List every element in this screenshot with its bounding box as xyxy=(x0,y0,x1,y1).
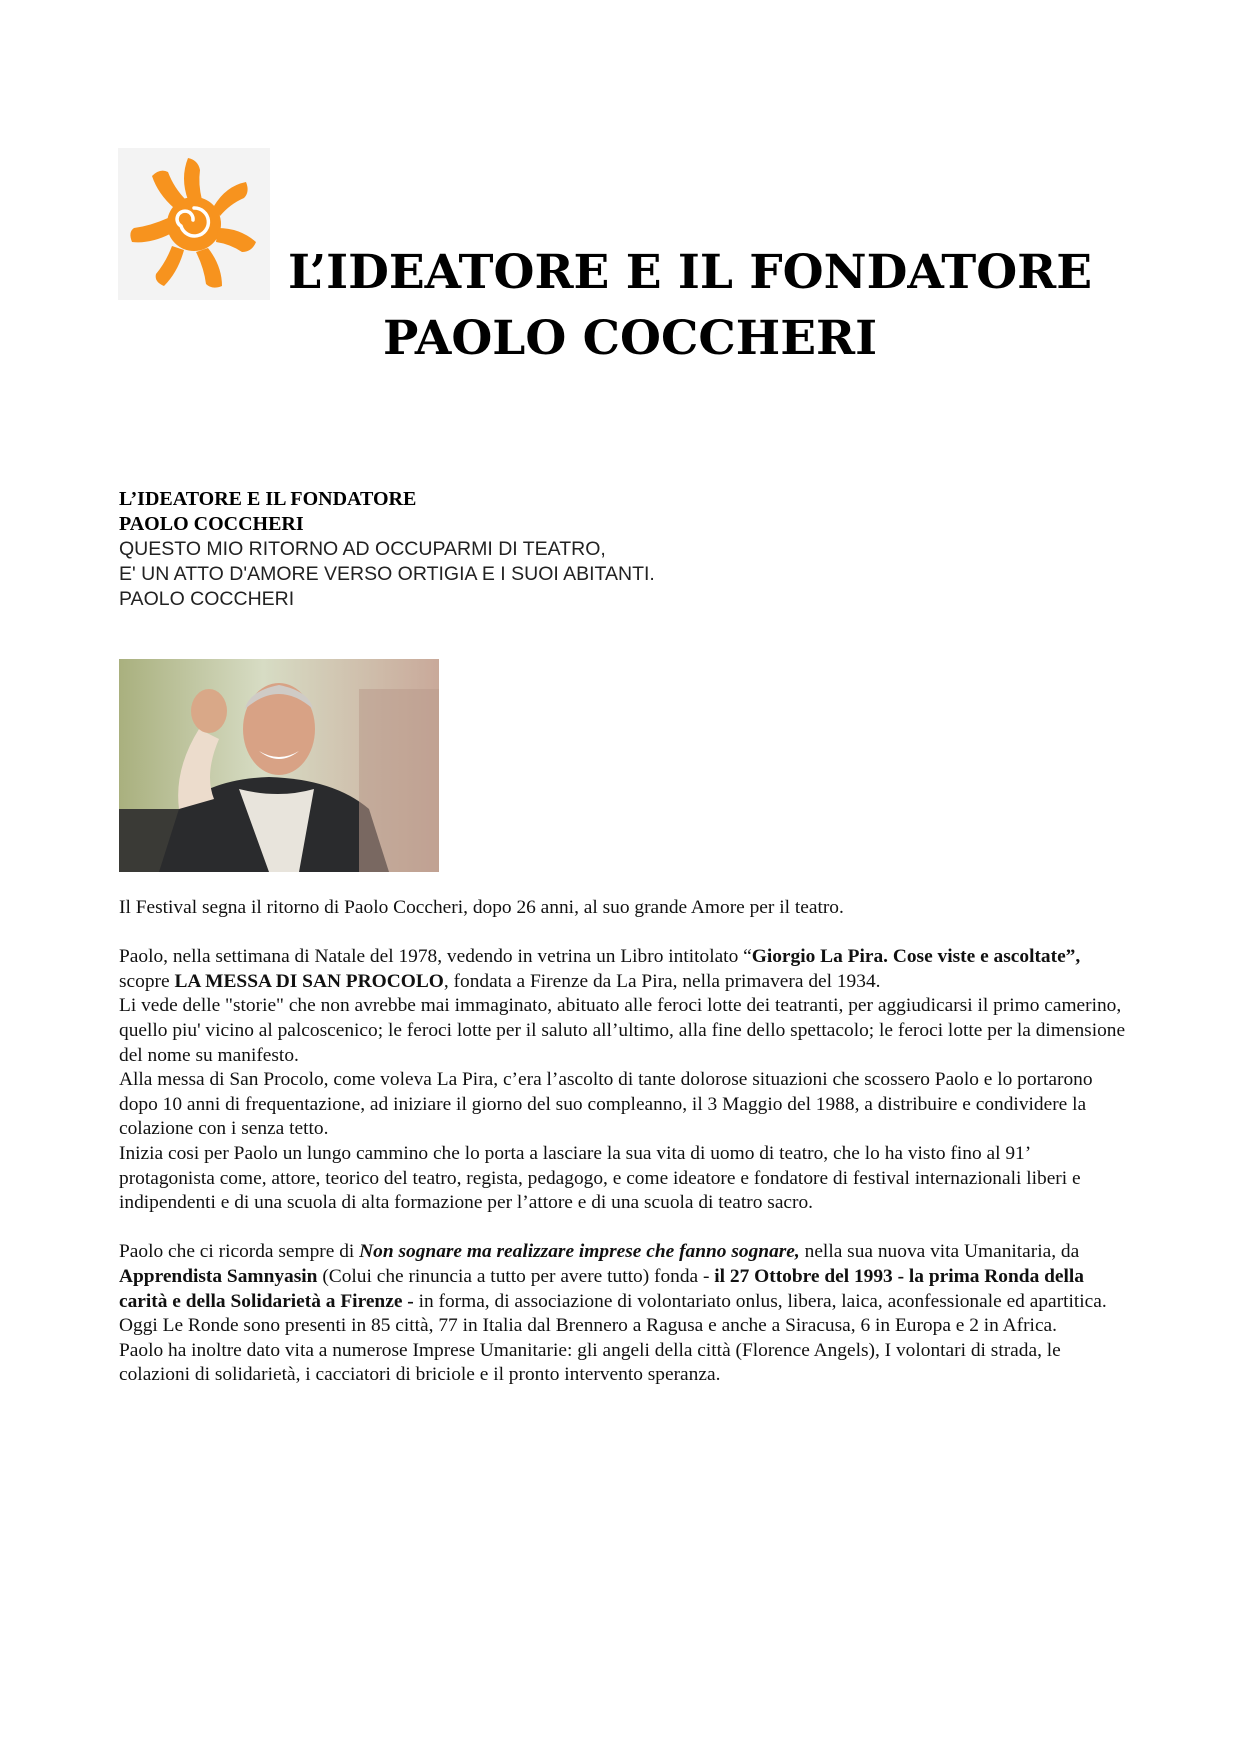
page-title xyxy=(120,240,1140,372)
body-text xyxy=(119,896,1129,1388)
header-line-2: PAOLO COCCHERI xyxy=(119,513,304,535)
paragraph-1: Il Festival segna il ritorno di Paolo Coccheri, dopo 26 anni, al suo grande Amore per il teatro. xyxy=(119,897,844,918)
paragraph-4: Alla messa di San Procolo, come voleva La Pira, c’era l’ascolto di tante dolorose situazioni che scossero Paolo e lo portarono dopo 10 anni di frequentazione, ad iniziare il giorno del suo compleanno, il 3 Maggio del 1988, a distribuire e condividere la colazione con i senza tetto. xyxy=(119,1069,1093,1140)
title-line-1: L’IDEATORE E IL FONDATORE xyxy=(287,245,1093,300)
header-block xyxy=(119,487,1019,612)
p6-samnyasin: Apprendista Samnyasin xyxy=(119,1265,318,1287)
p2-text-1: Paolo, nella settimana di Natale del 1978, vedendo in vetrina un Libro intitolato “ xyxy=(119,946,752,968)
p2-messa-name: LA MESSA DI SAN PROCOLO xyxy=(174,970,444,992)
p2-book-title: Giorgio La Pira. Cose viste e ascoltate”, xyxy=(751,946,1081,968)
p6-text-3: (Colui che rinuncia a tutto per avere tutto) fonda - xyxy=(317,1265,715,1287)
paragraph-7: Paolo ha inoltre dato vita a numerose Imprese Umanitarie: gli angeli della città (Florence Angels), I volontari di strada, le colazioni di solidarietà, i cacciatori di briciole e il pronto intervento speranza. xyxy=(119,1339,1061,1386)
paragraph-6 xyxy=(119,1240,1129,1338)
quote-signature: PAOLO COCCHERI xyxy=(119,588,295,610)
portrait-photo xyxy=(119,659,439,872)
p6-motto: Non sognare ma realizzare imprese che fanno sognare, xyxy=(359,1241,800,1263)
paragraph-2 xyxy=(119,945,1129,994)
paragraph-3: Li vede delle "storie" che non avrebbe mai immaginato, abituato alle feroci lotte dei teatranti, per aggiudicarsi il primo camerino, quello piu' vicino al palcoscenico; le feroci lotte per il saluto all’ultimo, alla fine dello spettacolo; le feroci lotte per la dimensione del nome su manifesto. xyxy=(119,995,1126,1066)
paragraph-5: Inizia cosi per Paolo un lungo cammino che lo porta a lasciare la sua vita di uomo di teatro, che lo ha visto fino al 91’ protagonista come, attore, teorico del teatro, regista, pedagogo, e come ideatore e fondatore di festival internazionali liberi e indipendenti e di una scuola di alta formazione per l’attore e di una scuola di teatro sacro. xyxy=(119,1142,1081,1214)
title-line-2: PAOLO COCCHERI xyxy=(382,311,878,366)
header-line-1: L’IDEATORE E IL FONDATORE xyxy=(119,488,417,510)
p6-text-2: nella sua nuova vita Umanitaria, da xyxy=(799,1241,1080,1263)
portrait-photo-graphic xyxy=(119,659,439,872)
p2-text-2: scopre xyxy=(119,970,175,992)
p2-text-3: , fondata a Firenze da La Pira, nella primavera del 1934. xyxy=(443,970,881,992)
p6-text-4: in forma, di associazione di volontariato onlus, libera, laica, aconfessionale ed apartitica. Oggi Le Ronde sono presenti in 85 città, 77 in Italia dal Brennero a Ragusa e anche a Siracusa, 6 in Europa e 2 in Africa. xyxy=(119,1290,1107,1337)
p6-text-1: Paolo che ci ricorda sempre di xyxy=(119,1241,360,1263)
quote-line-1: QUESTO MIO RITORNO AD OCCUPARMI DI TEATRO, xyxy=(119,538,606,560)
quote-line-2: E' UN ATTO D'AMORE VERSO ORTIGIA E I SUOI ABITANTI. xyxy=(119,563,655,585)
p6-founding-date: il 27 Ottobre del 1993 - la prima Ronda della carità e della Solidarietà a Firenze - xyxy=(119,1265,1084,1312)
